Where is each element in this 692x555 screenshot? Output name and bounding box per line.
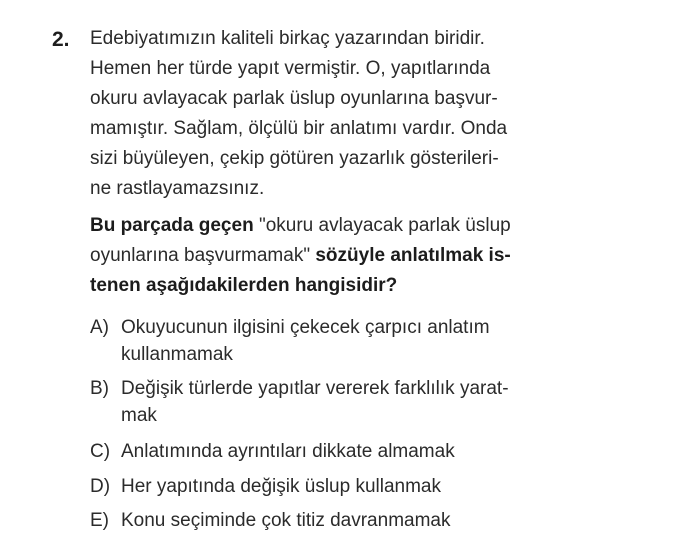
option-letter: D) <box>90 476 111 497</box>
option-text: mak <box>121 405 157 426</box>
option-letter: E) <box>90 510 109 531</box>
option-text: Değişik türlerde yapıtlar vererek farklılık yarat- <box>121 378 509 399</box>
prompt-bold-text: sözüyle anlatılmak is- <box>310 245 511 266</box>
option-text: Her yapıtında değişik üslup kullanmak <box>121 476 442 497</box>
question-prompt-line <box>90 244 511 268</box>
passage-line: Hemen her türde yapıt vermiştir. O, yapıtlarında <box>90 58 491 79</box>
option-text: Okuyucunun ilgisini çekecek çarpıcı anlatım <box>121 317 490 338</box>
prompt-bold-text: Bu parçada geçen <box>90 215 254 236</box>
option-letter: B) <box>90 378 109 399</box>
option-letter: C) <box>90 441 111 462</box>
passage-line: Edebiyatımızın kaliteli birkaç yazarından biridir. <box>90 28 485 49</box>
option-text: kullanmamak <box>121 344 233 365</box>
question-prompt-line <box>90 214 511 238</box>
prompt-bold-text: tenen aşağıdakilerden hangisidir? <box>90 275 398 296</box>
option-letter: A) <box>90 317 109 338</box>
option-text: Konu seçiminde çok titiz davranmamak <box>121 510 451 531</box>
option-text: Anlatımında ayrıntıları dikkate almamak <box>121 441 455 462</box>
passage-line: mamıştır. Sağlam, ölçülü bir anlatımı vardır. Onda <box>90 118 508 139</box>
passage-line: okuru avlayacak parlak üslup oyunlarına başvur- <box>90 88 498 109</box>
passage-line: sizi büyüleyen, çekip götüren yazarlık gösterileri- <box>90 148 499 169</box>
prompt-quote-text: "okuru avlayacak parlak üslup <box>253 215 511 236</box>
question-prompt-line <box>90 274 397 298</box>
question-number: 2. <box>52 28 70 51</box>
passage-line: ne rastlayamazsınız. <box>90 178 265 199</box>
prompt-quote-text: oyunlarına başvurmamak" <box>90 245 311 266</box>
